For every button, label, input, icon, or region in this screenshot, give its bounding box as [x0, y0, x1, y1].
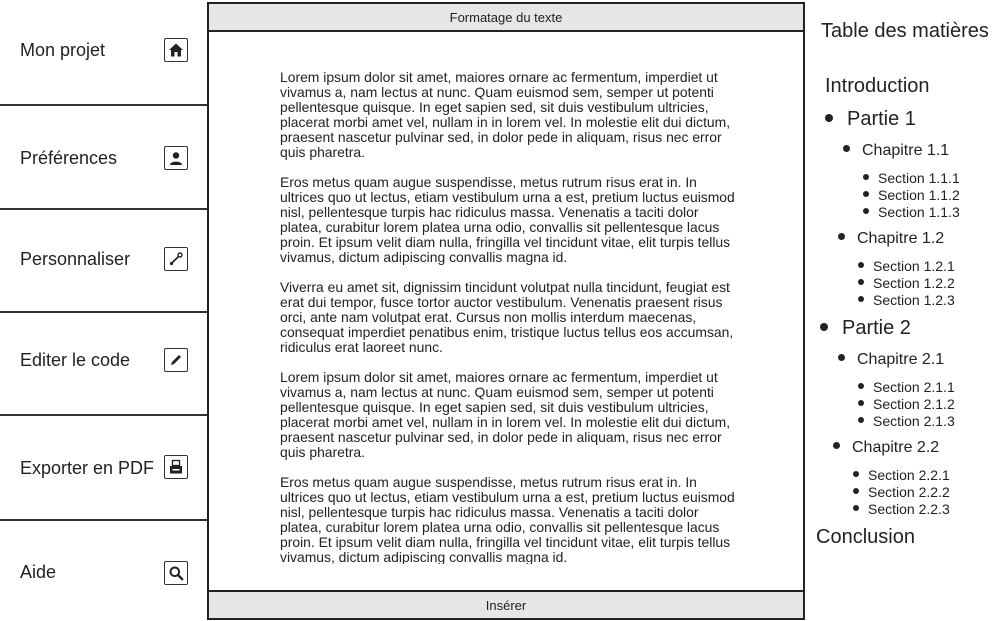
toc-label: Section 1.2.3	[873, 292, 955, 308]
menu-item-label: Préférences	[20, 148, 118, 168]
toc-label: Partie 1	[847, 108, 916, 130]
toc-link-section-1-2-3[interactable]	[858, 292, 955, 308]
wrench-icon	[164, 247, 188, 271]
toc-link-section-1-1-1[interactable]	[863, 170, 960, 186]
toc-link-section-1-1-3[interactable]	[863, 204, 960, 220]
toc-label: Section 1.2.2	[873, 275, 955, 291]
toc-label: Section 2.2.1	[868, 467, 950, 483]
toc-link-section-2-1-1[interactable]	[858, 379, 955, 395]
toc-link-section-2-2-2[interactable]	[853, 484, 950, 500]
toc-link-section-2-1-2[interactable]	[858, 396, 955, 412]
toc-link-section-2-2-3[interactable]	[853, 501, 950, 517]
paragraph: Eros metus quam augue suspendisse, metus rutrum risus erat in. In ultrices quo ut lectus, etiam vestibulum urna a est, pretium luctus euismod nisl, pellentesque turpis hac ridiculus massa. Venenatis a taciti dolor platea, curabitur lorem platea urna odio, convallis sit pellentesque lacus proin. Et ipsum velit diam nulla, fringilla vel tincidunt vitae, elit turpis tellus vivamus, dictum adipiscing convallis magna id.	[280, 474, 735, 564]
toc-link-section-1-2-2[interactable]	[858, 275, 955, 291]
printer-icon	[164, 455, 188, 479]
bullet	[843, 145, 850, 152]
paragraph: Eros metus quam augue suspendisse, metus rutrum risus erat in. In ultrices quo ut lectus, etiam vestibulum urna a est, pretium luctus euismod nisl, pellentesque turpis hac ridiculus massa. Venenatis a taciti dolor platea, curabitur lorem platea urna odio, convallis sit pellentesque lacus proin. Et ipsum velit diam nulla, fringilla vel tincidunt vitae, elit turpis tellus vivamus, dictum adipiscing convallis magna id.	[280, 174, 735, 265]
bullet	[838, 354, 845, 361]
bullet	[858, 400, 864, 406]
bullet	[858, 296, 864, 302]
insert-toolbar-button[interactable]: Insérer	[209, 590, 803, 618]
bullet	[858, 383, 864, 389]
text-editor	[207, 2, 805, 620]
menu-item-preferences[interactable]	[0, 105, 207, 208]
toc-link-chapitre-1-1[interactable]	[843, 142, 949, 160]
bullet	[858, 262, 864, 268]
toc-label: Chapitre 2.1	[857, 351, 945, 368]
document-body[interactable]	[280, 70, 740, 564]
bullet	[820, 323, 828, 331]
bullet	[838, 233, 845, 240]
toc-label: Section 1.1.2	[878, 187, 960, 203]
bullet	[863, 191, 869, 197]
menu-item-exporter-en-pdf[interactable]	[0, 415, 207, 519]
menu-item-label: Mon projet	[20, 40, 106, 60]
side-menu	[0, 0, 207, 621]
table-of-contents	[805, 0, 1000, 621]
bullet	[853, 488, 859, 494]
toc-label: Chapitre 1.1	[862, 142, 950, 159]
toc-link-chapitre-2-1[interactable]	[838, 351, 944, 369]
toc-label: Section 1.2.1	[873, 258, 955, 274]
pencil-icon	[164, 348, 188, 372]
bullet	[853, 505, 859, 511]
toc-link-section-2-1-3[interactable]	[858, 413, 955, 429]
menu-item-aide[interactable]	[0, 520, 207, 621]
toc-link-introduction[interactable]: Introduction	[825, 75, 930, 97]
toc-label: Chapitre 2.2	[852, 439, 940, 456]
menu-item-label: Aide	[20, 562, 57, 582]
menu-item-label: Personnaliser	[20, 249, 131, 269]
toc-title: Table des matières	[821, 20, 989, 42]
home-icon	[164, 38, 188, 62]
toc-label: Chapitre 1.2	[857, 230, 945, 247]
menu-item-mon-projet[interactable]	[0, 0, 207, 104]
toc-label: Partie 2	[842, 317, 911, 339]
menu-item-editer-le-code[interactable]	[0, 312, 207, 414]
format-toolbar-button[interactable]: Formatage du texte	[209, 4, 803, 32]
toc-label: Section 1.1.1	[878, 170, 960, 186]
toc-link-section-2-2-1[interactable]	[853, 467, 950, 483]
user-icon	[164, 146, 188, 170]
toc-link-conclusion[interactable]: Conclusion	[816, 526, 915, 548]
bullet	[825, 114, 833, 122]
paragraph: Lorem ipsum dolor sit amet, maiores ornare ac fermentum, imperdiet ut vivamus a, nam lectus at nunc. Quam euismod sem, semper ut potenti pellentesque quisque. In eget sapien sed, sit duis vestibulum ultricies, placerat morbi amet vel, nullam in in lorem vel. In molestie elit dui dictum, praesent nascetur pulvinar sed, in dolor pede in aliquam, risus nec error quis pharetra.	[280, 70, 731, 160]
toc-link-chapitre-1-2[interactable]	[838, 230, 944, 248]
toc-link-partie-2[interactable]	[820, 317, 911, 340]
toc-label: Section 2.2.2	[868, 484, 950, 500]
bullet	[833, 442, 840, 449]
toc-link-partie-1[interactable]	[825, 108, 916, 131]
toc-link-section-1-1-2[interactable]	[863, 187, 960, 203]
paragraph: Lorem ipsum dolor sit amet, maiores ornare ac fermentum, imperdiet ut vivamus a, nam lectus at nunc. Quam euismod sem, semper ut potenti pellentesque quisque. In eget sapien sed, sit duis vestibulum ultricies, placerat morbi amet vel, nullam in in lorem vel. In molestie elit dui dictum, praesent nascetur pulvinar sed, in dolor pede in aliquam, risus nec error quis pharetra.	[280, 369, 731, 460]
bullet	[863, 208, 869, 214]
bullet	[858, 279, 864, 285]
bullet	[863, 174, 869, 180]
toc-label: Section 2.1.2	[873, 396, 955, 412]
bullet	[853, 471, 859, 477]
toc-link-chapitre-2-2[interactable]	[833, 439, 939, 457]
bullet	[858, 417, 864, 423]
toc-link-section-1-2-1[interactable]	[858, 258, 955, 274]
search-icon	[164, 561, 188, 585]
toc-label: Section 2.1.1	[873, 379, 955, 395]
menu-item-label: Exporter en PDF	[20, 458, 155, 478]
menu-item-personnaliser[interactable]	[0, 209, 207, 311]
toc-label: Section 1.1.3	[878, 204, 960, 220]
toc-label: Section 2.1.3	[873, 413, 955, 429]
paragraph: Viverra eu amet sit, dignissim tincidunt volutpat nulla tincidunt, feugiat est erat dui tempor, fusce tortor auctor vestibulum. Venenatis praesent risus orci, ante nam volutpat erat. Cursus non mollis interdum maecenas, consequat imperdiet penatibus enim, tristique luctus tellus eos accumsan, ridiculus erat laoreet nunc.	[280, 279, 734, 355]
menu-item-label: Editer le code	[20, 350, 131, 370]
toc-label: Section 2.2.3	[868, 501, 950, 517]
